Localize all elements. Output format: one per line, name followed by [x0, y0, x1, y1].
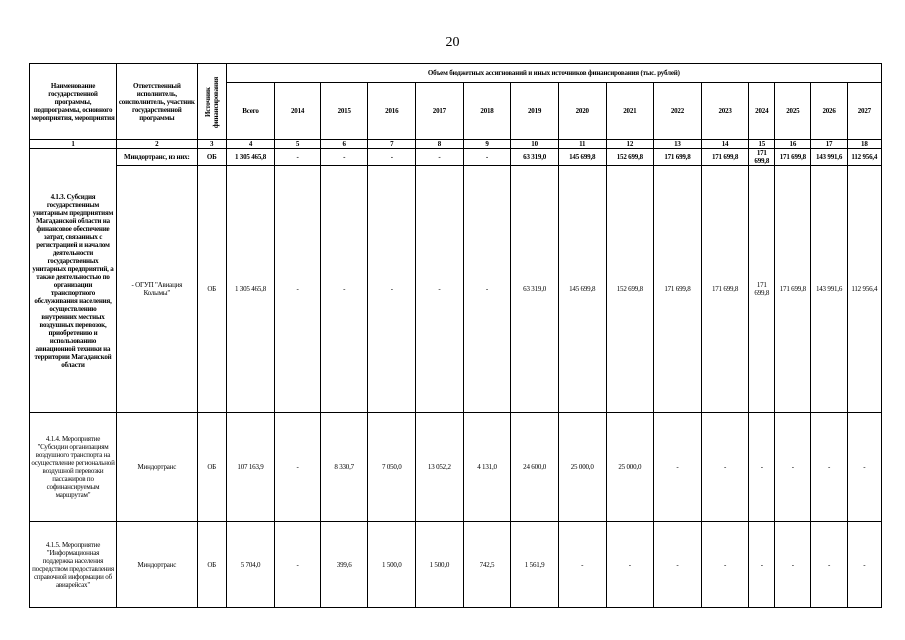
value-cell: -	[654, 413, 702, 522]
header-year-2020: 2020	[558, 83, 606, 140]
value-cell: -	[275, 166, 321, 413]
column-index-cell: 12	[606, 140, 654, 149]
value-cell: 145 699,8	[558, 149, 606, 166]
header-year-2014: 2014	[275, 83, 321, 140]
header-total: Всего	[226, 83, 275, 140]
header-year-2016: 2016	[368, 83, 416, 140]
value-cell: 1 305 465,8	[226, 166, 275, 413]
value-cell: 4 131,0	[463, 413, 511, 522]
value-cell: -	[275, 149, 321, 166]
value-cell: 171 699,8	[775, 149, 811, 166]
value-cell: -	[701, 413, 749, 522]
header-year-2024: 2024	[749, 83, 775, 140]
responsible-cell: Миндортранс	[116, 413, 197, 522]
column-index-cell: 17	[811, 140, 847, 149]
value-cell: 171 699,8	[701, 149, 749, 166]
header-year-2023: 2023	[701, 83, 749, 140]
value-cell: -	[416, 149, 464, 166]
table-row	[30, 413, 882, 522]
value-cell: 171 699,8	[701, 166, 749, 413]
value-cell: -	[847, 413, 881, 522]
value-cell: 25 000,0	[606, 413, 654, 522]
header-year-2015: 2015	[320, 83, 368, 140]
value-cell: -	[775, 522, 811, 608]
column-index-cell: 6	[320, 140, 368, 149]
value-cell: -	[749, 413, 775, 522]
value-cell: 1 500,0	[368, 522, 416, 608]
header-name: Наименование государственной программы, подпрограммы, основного мероприятия, мероприятия	[30, 64, 117, 140]
column-index-cell: 4	[226, 140, 275, 149]
value-cell: -	[847, 522, 881, 608]
value-cell: 5 704,0	[226, 522, 275, 608]
value-cell: 742,5	[463, 522, 511, 608]
column-index-cell: 8	[416, 140, 464, 149]
header-year-2026: 2026	[811, 83, 847, 140]
value-cell: -	[320, 149, 368, 166]
value-cell: -	[654, 522, 702, 608]
value-cell: 112 956,4	[847, 166, 881, 413]
header-responsible: Ответственный исполнитель, соисполнитель, участник государственной программы	[116, 64, 197, 140]
header-year-2022: 2022	[654, 83, 702, 140]
column-index-cell: 11	[558, 140, 606, 149]
value-cell: 1 500,0	[416, 522, 464, 608]
budget-table	[29, 63, 882, 608]
value-cell: 171 699,8	[775, 166, 811, 413]
table-row	[30, 166, 882, 413]
value-cell: 171 699,8	[654, 166, 702, 413]
value-cell: 1 561,9	[511, 522, 559, 608]
responsible-cell: Миндортранс, из них:	[116, 149, 197, 166]
column-index-cell: 2	[116, 140, 197, 149]
value-cell: -	[811, 413, 847, 522]
source-cell: ОБ	[197, 522, 226, 608]
page-number: 20	[445, 35, 460, 50]
value-cell: -	[463, 149, 511, 166]
value-cell: 63 319,0	[511, 149, 559, 166]
value-cell: -	[811, 522, 847, 608]
header-year-2017: 2017	[416, 83, 464, 140]
value-cell: -	[701, 522, 749, 608]
value-cell: 1 305 465,8	[226, 149, 275, 166]
source-cell: ОБ	[197, 166, 226, 413]
value-cell: 7 050,0	[368, 413, 416, 522]
value-cell: -	[320, 166, 368, 413]
value-cell: 171 699,8	[749, 166, 775, 413]
column-index-cell: 14	[701, 140, 749, 149]
column-index-cell: 3	[197, 140, 226, 149]
value-cell: 171 699,8	[654, 149, 702, 166]
value-cell: -	[606, 522, 654, 608]
header-year-2025: 2025	[775, 83, 811, 140]
value-cell: 63 319,0	[511, 166, 559, 413]
value-cell: 112 956,4	[847, 149, 881, 166]
responsible-cell: Миндортранс	[116, 522, 197, 608]
value-cell: 143 991,6	[811, 149, 847, 166]
value-cell: -	[368, 166, 416, 413]
table-row	[30, 522, 882, 608]
value-cell: -	[275, 413, 321, 522]
value-cell: 107 163,9	[226, 413, 275, 522]
row-name: 4.1.3. Субсидия государственным унитарным предприятиям Магаданской области на финансовое обеспечение затрат, связанных с регистрацией и началом деятельности государственных унитарных предприятий, а также деятельностью по организации транспортного обслуживания населения, осуществлению внутренних местных воздушных перевозок, приобретению и использованию авиационной техники на территории Магаданской области	[30, 149, 117, 413]
header-source	[197, 64, 226, 140]
column-index-cell: 9	[463, 140, 511, 149]
header-year-2019: 2019	[511, 83, 559, 140]
value-cell: 145 699,8	[558, 166, 606, 413]
value-cell: 152 699,8	[606, 166, 654, 413]
row-name: 4.1.4. Мероприятие "Субсидии организациям воздушного транспорта на осуществление региональной воздушной перевозки пассажиров по софинансируемым маршрутам"	[30, 413, 117, 522]
header-year-2018: 2018	[463, 83, 511, 140]
header-source-label: Источник финансирования	[203, 75, 220, 128]
value-cell: 24 600,0	[511, 413, 559, 522]
value-cell: -	[416, 166, 464, 413]
header-year-2021: 2021	[606, 83, 654, 140]
value-cell: -	[463, 166, 511, 413]
column-index-cell: 15	[749, 140, 775, 149]
column-index-cell: 7	[368, 140, 416, 149]
column-index-cell: 13	[654, 140, 702, 149]
value-cell: 13 052,2	[416, 413, 464, 522]
header-volume: Объем бюджетных ассигнований и иных источников финансирования (тыс. рублей)	[226, 64, 881, 83]
value-cell: -	[749, 522, 775, 608]
responsible-cell: - ОГУП "Авиация Колымы"	[116, 166, 197, 413]
column-index-cell: 10	[511, 140, 559, 149]
value-cell: -	[368, 149, 416, 166]
row-name: 4.1.5. Мероприятие "Информационная поддержка населения посредством предоставления справочной информации об авиарейсах"	[30, 522, 117, 608]
value-cell: -	[558, 522, 606, 608]
value-cell: 143 991,6	[811, 166, 847, 413]
column-index-cell: 18	[847, 140, 881, 149]
source-cell: ОБ	[197, 149, 226, 166]
value-cell: 25 000,0	[558, 413, 606, 522]
column-index-cell: 1	[30, 140, 117, 149]
column-index-cell: 16	[775, 140, 811, 149]
value-cell: 8 330,7	[320, 413, 368, 522]
table-row	[30, 149, 882, 166]
header-year-2027: 2027	[847, 83, 881, 140]
value-cell: 171 699,8	[749, 149, 775, 166]
source-cell: ОБ	[197, 413, 226, 522]
value-cell: 152 699,8	[606, 149, 654, 166]
column-index-cell: 5	[275, 140, 321, 149]
value-cell: -	[275, 522, 321, 608]
value-cell: 399,6	[320, 522, 368, 608]
value-cell: -	[775, 413, 811, 522]
